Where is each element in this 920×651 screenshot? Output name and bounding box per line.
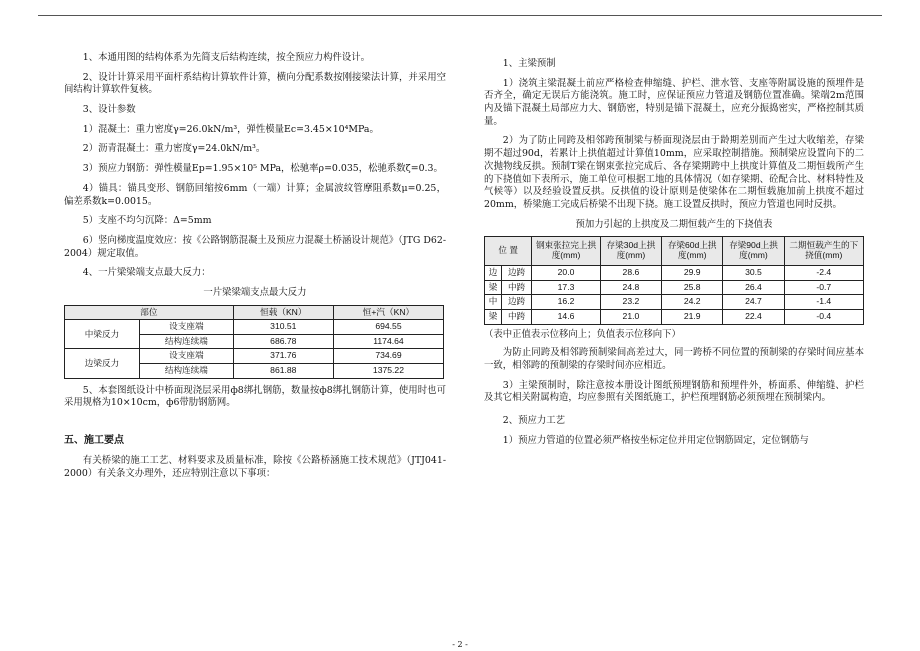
group-cell: 梁 <box>485 310 502 325</box>
table-row <box>65 320 444 335</box>
paragraph: 1）预应力管道的位置必须严格按坐标定位并用定位钢筋固定，定位钢筋与 <box>502 434 809 446</box>
table-cell: 24.2 <box>662 295 723 310</box>
paragraph: 2）沥青混凝土：重力密度γ=24.0kN/m³。 <box>82 143 266 155</box>
table-cell: 结构连续端 <box>140 364 234 379</box>
paragraph: 5、本套图纸设计中桥面现浇层采用ф8绑扎钢筋，数量按ф8绑扎钢筋计算，使用时也可采用规格为10×10cm，ф6带肋钢筋网。 <box>64 384 446 409</box>
header-cell: 存梁90d上拱度(mm) <box>723 237 784 266</box>
table-cell: 设支座端 <box>140 320 234 335</box>
subsection-heading: 1、主梁预制 <box>502 58 556 69</box>
table-row <box>65 349 444 364</box>
paragraph: 3、设计参数 <box>82 104 136 116</box>
group-cell: 边 <box>485 266 502 281</box>
paragraph: 为防止同跨及相邻跨预制梁间高差过大，同一跨桥不同位置的预制梁的存梁时间应基本一致，相邻跨的预制梁的存梁时间亦应相近。 <box>484 347 864 371</box>
camber-table <box>484 236 864 324</box>
table-cell: 30.5 <box>723 266 784 281</box>
paragraph: 6）竖向梯度温度效应：按《公路钢筋混凝土及预应力混凝土桥涵设计规范》（JTG D62-2004）规定取值。 <box>64 234 446 259</box>
table-cell: 边跨 <box>502 295 532 310</box>
table-cell: 24.7 <box>723 295 784 310</box>
left-column <box>64 52 446 488</box>
header-cell: 二期恒载产生的下挠值(mm) <box>784 237 863 266</box>
table-cell: 21.9 <box>662 310 723 325</box>
table-cell: -1.4 <box>784 295 863 310</box>
table-cell: 25.8 <box>662 280 723 295</box>
group-cell: 梁 <box>485 280 502 295</box>
header-cell: 恒载（KN） <box>233 305 333 320</box>
table-cell: -0.7 <box>784 280 863 295</box>
header-cell: 存梁30d上拱度(mm) <box>600 237 661 266</box>
paragraph: 1）浇筑主梁混凝土前应严格检查伸缩缝、护栏、泄水管、支座等附属设施的预埋件是否齐全，确定无误后方能浇筑。施工时，应保证预应力管道及钢筋位置准确。梁端2m范围内及锚下混凝土局部应力大、钢筋密，特别是锚下混凝土，应充分振捣密实，严格控制其质量。 <box>484 77 864 127</box>
paragraph: 5）支座不均匀沉降：Δ=5mm <box>82 215 212 227</box>
table-caption: 一片梁梁端支点最大反力 <box>203 286 307 298</box>
table-cell: 24.8 <box>600 280 661 295</box>
table-cell: 686.78 <box>233 334 333 349</box>
right-column <box>484 58 864 454</box>
group-cell: 中 <box>485 295 502 310</box>
table-cell: 中跨 <box>502 310 532 325</box>
table-cell: 设支座端 <box>140 349 234 364</box>
table-cell: 20.0 <box>532 266 601 281</box>
table-cell: 16.2 <box>532 295 601 310</box>
paragraph: 有关桥梁的施工工艺、材料要求及质量标准，除按《公路桥涵施工技术规范》（JTJ041-2000）有关条文办理外，还应特别注意以下事项： <box>64 455 446 480</box>
table-cell: 中跨 <box>502 280 532 295</box>
table-header-row <box>65 305 444 320</box>
table-cell: 14.6 <box>532 310 601 325</box>
header-cell: 恒+汽（KN） <box>333 305 443 320</box>
paragraph: 3）主梁预制时，除注意按本册设计图纸预埋钢筋和预埋件外，桥面系、伸缩缝、护栏及其它相关附属构造，均应参照有关图纸施工，护栏预埋钢筋必须预埋在预制梁内。 <box>484 379 864 404</box>
page-number: - 2 - <box>452 640 468 649</box>
paragraph: 2、设计计算采用平面杆系结构计算软件计算，横向分配系数按刚接梁法计算，并采用空间结构计算软件复核。 <box>64 71 446 96</box>
table-note: （表中正值表示位移向上；负值表示位移向下） <box>484 328 681 340</box>
table-cell: -2.4 <box>784 266 863 281</box>
table-cell: 1375.22 <box>333 364 443 379</box>
table-cell: 结构连续端 <box>140 334 234 349</box>
header-cell: 存梁60d上拱度(mm) <box>662 237 723 266</box>
table-row <box>485 266 864 281</box>
table-caption: 预加力引起的上拱度及二期恒载产生的下挠值表 <box>575 218 773 230</box>
table-cell: 28.6 <box>600 266 661 281</box>
table-cell: 371.76 <box>233 349 333 364</box>
table-cell: 734.69 <box>333 349 443 364</box>
support-reaction-table <box>64 305 444 379</box>
paragraph: 4）锚具：锚具变形、钢筋回缩按6mm（一端）计算；金属波纹管摩阻系数μ=0.25，偏差系数k=0.0015。 <box>64 182 446 207</box>
table-cell: 694.55 <box>333 320 443 335</box>
paragraph: 1）混凝土：重力密度γ=26.0kN/m³，弹性模量Ec=3.45×10⁴MPa。 <box>82 123 379 135</box>
table-cell: 29.9 <box>662 266 723 281</box>
header-cell: 位 置 <box>485 237 532 266</box>
subsection-heading: 2、预应力工艺 <box>502 415 566 427</box>
table-row <box>485 295 864 310</box>
header-rule <box>38 15 882 16</box>
table-cell: 22.4 <box>723 310 784 325</box>
header-cell: 钢束张拉完上拱度(mm) <box>532 237 601 266</box>
table-cell: -0.4 <box>784 310 863 325</box>
table-header-row <box>485 237 864 266</box>
table-cell: 310.51 <box>233 320 333 335</box>
table-row <box>485 310 864 325</box>
table-cell: 边跨 <box>502 266 532 281</box>
paragraph: 4、一片梁梁端支点最大反力： <box>82 267 211 279</box>
group-cell: 中梁反力 <box>65 320 140 349</box>
section-heading: 五、施工要点 <box>64 434 124 446</box>
paragraph: 1、本通用图的结构体系为先简支后结构连续，按全预应力构件设计。 <box>82 52 371 63</box>
paragraph: 3）预应力钢筋：弹性模量Ep=1.95×10⁵ MPa，松驰率ρ=0.035，松驰系数ζ=0.3。 <box>82 163 443 175</box>
table-cell: 21.0 <box>600 310 661 325</box>
header-cell: 部位 <box>65 305 234 320</box>
table-cell: 23.2 <box>600 295 661 310</box>
paragraph: 2）为了防止同跨及相邻跨预制梁与桥面现浇层由于龄期差别而产生过大收缩差，存梁期不超过90d，若累计上拱值超过计算值10mm，应采取控制措施。预制梁应设置向下的二次抛物线反拱。预制T梁在钢束张拉完成后、各存梁期跨中上拱度计算值及二期恒载所产生的下挠值如下表所示，施工单位可根据工地的具体情况（如存梁期、砼配合比、材料特性及气候等）以及经验设置反拱。反拱值的设计原则是使梁体在二期恒载施加前上拱度不超过20mm，桥梁施工完成后桥梁不出现下挠。施工设置反拱时，预应力管道也同时反拱。 <box>484 135 864 210</box>
group-cell: 边梁反力 <box>65 349 140 378</box>
table-cell: 1174.64 <box>333 334 443 349</box>
table-cell: 17.3 <box>532 280 601 295</box>
table-row <box>485 280 864 295</box>
table-cell: 26.4 <box>723 280 784 295</box>
table-cell: 861.88 <box>233 364 333 379</box>
